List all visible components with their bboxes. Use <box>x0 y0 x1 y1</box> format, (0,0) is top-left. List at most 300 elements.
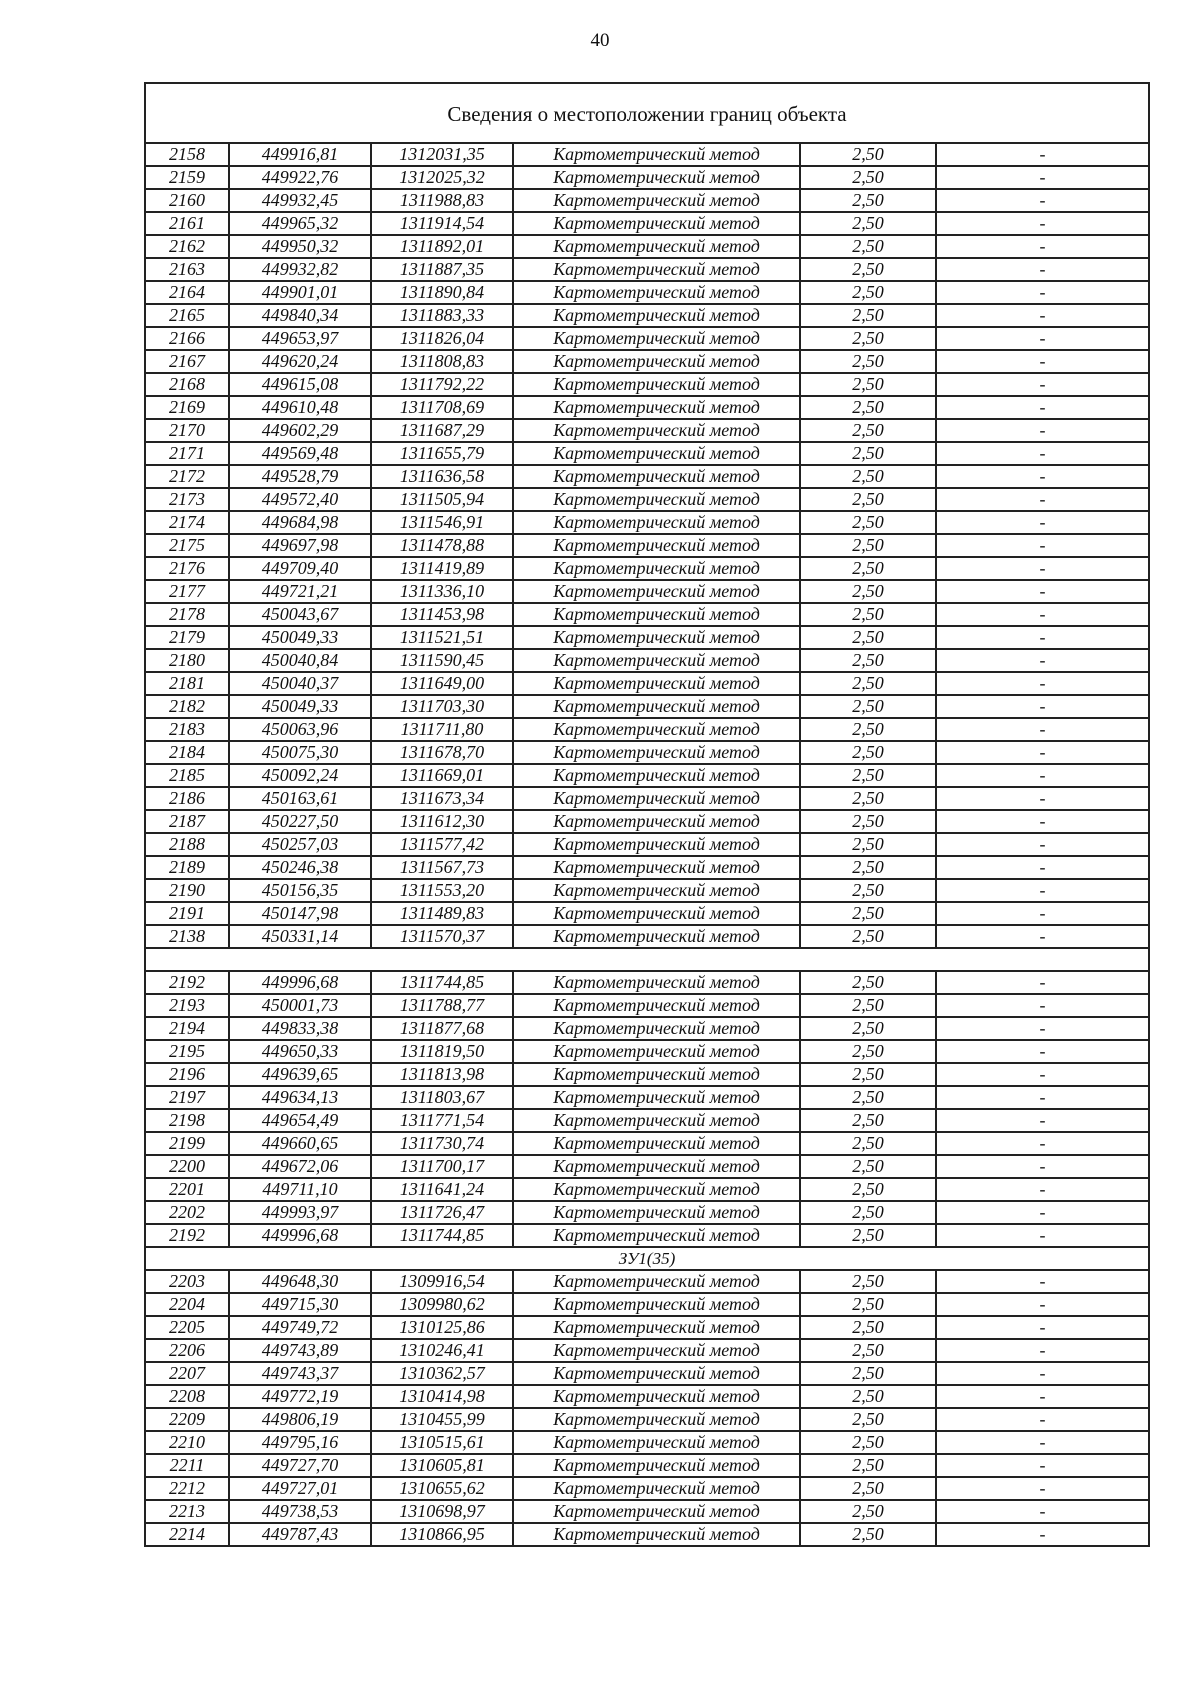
accuracy-cell: 2,50 <box>800 350 936 373</box>
table-row <box>145 1293 1149 1316</box>
method-cell: Картометрический метод <box>513 580 800 603</box>
method-cell: Картометрический метод <box>513 1040 800 1063</box>
description-cell: - <box>936 1362 1149 1385</box>
accuracy-cell: 2,50 <box>800 511 936 534</box>
point-number-cell: 2181 <box>145 672 229 695</box>
description-cell: - <box>936 994 1149 1017</box>
y-coordinate-cell: 1311636,58 <box>371 465 513 488</box>
x-coordinate-cell: 449840,34 <box>229 304 371 327</box>
x-coordinate-cell: 449996,68 <box>229 971 371 994</box>
y-coordinate-cell: 1311546,91 <box>371 511 513 534</box>
description-cell: - <box>936 1408 1149 1431</box>
point-number-cell: 2167 <box>145 350 229 373</box>
y-coordinate-cell: 1311590,45 <box>371 649 513 672</box>
method-cell: Картометрический метод <box>513 879 800 902</box>
accuracy-cell: 2,50 <box>800 810 936 833</box>
x-coordinate-cell: 449634,13 <box>229 1086 371 1109</box>
table-row <box>145 350 1149 373</box>
x-coordinate-cell: 449932,82 <box>229 258 371 281</box>
description-cell: - <box>936 327 1149 350</box>
table-row <box>145 1155 1149 1178</box>
description-cell: - <box>936 672 1149 695</box>
point-number-cell: 2188 <box>145 833 229 856</box>
method-cell: Картометрический метод <box>513 1385 800 1408</box>
description-cell: - <box>936 1017 1149 1040</box>
point-number-cell: 2208 <box>145 1385 229 1408</box>
accuracy-cell: 2,50 <box>800 373 936 396</box>
y-coordinate-cell: 1310414,98 <box>371 1385 513 1408</box>
description-cell: - <box>936 1109 1149 1132</box>
accuracy-cell: 2,50 <box>800 902 936 925</box>
description-cell: - <box>936 925 1149 948</box>
method-cell: Картометрический метод <box>513 1155 800 1178</box>
x-coordinate-cell: 449697,98 <box>229 534 371 557</box>
method-cell: Картометрический метод <box>513 718 800 741</box>
description-cell: - <box>936 718 1149 741</box>
table-row <box>145 511 1149 534</box>
accuracy-cell: 2,50 <box>800 235 936 258</box>
accuracy-cell: 2,50 <box>800 994 936 1017</box>
method-cell: Картометрический метод <box>513 1408 800 1431</box>
accuracy-cell: 2,50 <box>800 1017 936 1040</box>
method-cell: Картометрический метод <box>513 189 800 212</box>
point-number-cell: 2189 <box>145 856 229 879</box>
section-label: ЗУ1(35) <box>145 1247 1149 1270</box>
accuracy-cell: 2,50 <box>800 1109 936 1132</box>
x-coordinate-cell: 449672,06 <box>229 1155 371 1178</box>
x-coordinate-cell: 449743,89 <box>229 1339 371 1362</box>
accuracy-cell: 2,50 <box>800 856 936 879</box>
y-coordinate-cell: 1310125,86 <box>371 1316 513 1339</box>
table-row <box>145 1086 1149 1109</box>
method-cell: Картометрический метод <box>513 1270 800 1293</box>
method-cell: Картометрический метод <box>513 557 800 580</box>
point-number-cell: 2173 <box>145 488 229 511</box>
x-coordinate-cell: 449950,32 <box>229 235 371 258</box>
table-title-row <box>145 83 1149 143</box>
accuracy-cell: 2,50 <box>800 1132 936 1155</box>
y-coordinate-cell: 1311730,74 <box>371 1132 513 1155</box>
table-row <box>145 1408 1149 1431</box>
y-coordinate-cell: 1311803,67 <box>371 1086 513 1109</box>
point-number-cell: 2164 <box>145 281 229 304</box>
description-cell: - <box>936 488 1149 511</box>
method-cell: Картометрический метод <box>513 856 800 879</box>
point-number-cell: 2159 <box>145 166 229 189</box>
y-coordinate-cell: 1311890,84 <box>371 281 513 304</box>
point-number-cell: 2203 <box>145 1270 229 1293</box>
accuracy-cell: 2,50 <box>800 465 936 488</box>
point-number-cell: 2204 <box>145 1293 229 1316</box>
point-number-cell: 2175 <box>145 534 229 557</box>
point-number-cell: 2211 <box>145 1454 229 1477</box>
method-cell: Картометрический метод <box>513 764 800 787</box>
accuracy-cell: 2,50 <box>800 925 936 948</box>
method-cell: Картометрический метод <box>513 1132 800 1155</box>
description-cell: - <box>936 649 1149 672</box>
x-coordinate-cell: 449806,19 <box>229 1408 371 1431</box>
method-cell: Картометрический метод <box>513 1454 800 1477</box>
description-cell: - <box>936 281 1149 304</box>
description-cell: - <box>936 741 1149 764</box>
description-cell: - <box>936 603 1149 626</box>
y-coordinate-cell: 1311744,85 <box>371 971 513 994</box>
method-cell: Картометрический метод <box>513 1523 800 1546</box>
x-coordinate-cell: 450246,38 <box>229 856 371 879</box>
description-cell: - <box>936 373 1149 396</box>
accuracy-cell: 2,50 <box>800 1385 936 1408</box>
point-number-cell: 2190 <box>145 879 229 902</box>
table-row <box>145 1316 1149 1339</box>
table-row <box>145 787 1149 810</box>
y-coordinate-cell: 1310515,61 <box>371 1431 513 1454</box>
x-coordinate-cell: 449528,79 <box>229 465 371 488</box>
description-cell: - <box>936 350 1149 373</box>
point-number-cell: 2180 <box>145 649 229 672</box>
table-row <box>145 488 1149 511</box>
accuracy-cell: 2,50 <box>800 1040 936 1063</box>
point-number-cell: 2209 <box>145 1408 229 1431</box>
description-cell: - <box>936 304 1149 327</box>
y-coordinate-cell: 1311649,00 <box>371 672 513 695</box>
x-coordinate-cell: 450227,50 <box>229 810 371 833</box>
x-coordinate-cell: 449572,40 <box>229 488 371 511</box>
y-coordinate-cell: 1311771,54 <box>371 1109 513 1132</box>
x-coordinate-cell: 450147,98 <box>229 902 371 925</box>
y-coordinate-cell: 1311687,29 <box>371 419 513 442</box>
point-number-cell: 2202 <box>145 1201 229 1224</box>
method-cell: Картометрический метод <box>513 971 800 994</box>
accuracy-cell: 2,50 <box>800 741 936 764</box>
x-coordinate-cell: 449711,10 <box>229 1178 371 1201</box>
point-number-cell: 2172 <box>145 465 229 488</box>
x-coordinate-cell: 449795,16 <box>229 1431 371 1454</box>
table-row <box>145 971 1149 994</box>
accuracy-cell: 2,50 <box>800 626 936 649</box>
point-number-cell: 2186 <box>145 787 229 810</box>
description-cell: - <box>936 1040 1149 1063</box>
description-cell: - <box>936 1270 1149 1293</box>
accuracy-cell: 2,50 <box>800 649 936 672</box>
method-cell: Картометрический метод <box>513 994 800 1017</box>
table-row <box>145 1063 1149 1086</box>
y-coordinate-cell: 1310246,41 <box>371 1339 513 1362</box>
method-cell: Картометрический метод <box>513 902 800 925</box>
table-title: Сведения о местоположении границ объекта <box>145 83 1149 143</box>
method-cell: Картометрический метод <box>513 741 800 764</box>
accuracy-cell: 2,50 <box>800 442 936 465</box>
description-cell: - <box>936 1201 1149 1224</box>
table-row <box>145 373 1149 396</box>
x-coordinate-cell: 450001,73 <box>229 994 371 1017</box>
accuracy-cell: 2,50 <box>800 603 936 626</box>
blank-separator-cell <box>145 948 1149 971</box>
description-cell: - <box>936 1178 1149 1201</box>
table-row <box>145 1109 1149 1132</box>
point-number-cell: 2161 <box>145 212 229 235</box>
y-coordinate-cell: 1311914,54 <box>371 212 513 235</box>
table-row <box>145 281 1149 304</box>
method-cell: Картометрический метод <box>513 143 800 166</box>
table-row <box>145 1040 1149 1063</box>
description-cell: - <box>936 143 1149 166</box>
description-cell: - <box>936 1224 1149 1247</box>
accuracy-cell: 2,50 <box>800 1477 936 1500</box>
point-number-cell: 2193 <box>145 994 229 1017</box>
accuracy-cell: 2,50 <box>800 1339 936 1362</box>
table-row <box>145 166 1149 189</box>
table-row <box>145 1500 1149 1523</box>
point-number-cell: 2192 <box>145 971 229 994</box>
accuracy-cell: 2,50 <box>800 1500 936 1523</box>
y-coordinate-cell: 1310655,62 <box>371 1477 513 1500</box>
y-coordinate-cell: 1311453,98 <box>371 603 513 626</box>
y-coordinate-cell: 1311612,30 <box>371 810 513 833</box>
accuracy-cell: 2,50 <box>800 419 936 442</box>
x-coordinate-cell: 449654,49 <box>229 1109 371 1132</box>
point-number-cell: 2200 <box>145 1155 229 1178</box>
table-row <box>145 1339 1149 1362</box>
description-cell: - <box>936 902 1149 925</box>
method-cell: Картометрический метод <box>513 1339 800 1362</box>
table-row <box>145 143 1149 166</box>
x-coordinate-cell: 450156,35 <box>229 879 371 902</box>
x-coordinate-cell: 449965,32 <box>229 212 371 235</box>
y-coordinate-cell: 1312031,35 <box>371 143 513 166</box>
x-coordinate-cell: 449993,97 <box>229 1201 371 1224</box>
table-row <box>145 672 1149 695</box>
accuracy-cell: 2,50 <box>800 971 936 994</box>
point-number-cell: 2178 <box>145 603 229 626</box>
description-cell: - <box>936 166 1149 189</box>
accuracy-cell: 2,50 <box>800 1155 936 1178</box>
x-coordinate-cell: 449738,53 <box>229 1500 371 1523</box>
point-number-cell: 2169 <box>145 396 229 419</box>
description-cell: - <box>936 1431 1149 1454</box>
x-coordinate-cell: 449620,24 <box>229 350 371 373</box>
accuracy-cell: 2,50 <box>800 1454 936 1477</box>
blank-separator-row <box>145 948 1149 971</box>
method-cell: Картометрический метод <box>513 258 800 281</box>
table-row <box>145 1523 1149 1546</box>
accuracy-cell: 2,50 <box>800 143 936 166</box>
table-row <box>145 1224 1149 1247</box>
description-cell: - <box>936 1454 1149 1477</box>
y-coordinate-cell: 1310362,57 <box>371 1362 513 1385</box>
x-coordinate-cell: 449916,81 <box>229 143 371 166</box>
method-cell: Картометрический метод <box>513 833 800 856</box>
x-coordinate-cell: 450043,67 <box>229 603 371 626</box>
point-number-cell: 2207 <box>145 1362 229 1385</box>
point-number-cell: 2182 <box>145 695 229 718</box>
accuracy-cell: 2,50 <box>800 212 936 235</box>
description-cell: - <box>936 810 1149 833</box>
x-coordinate-cell: 450075,30 <box>229 741 371 764</box>
y-coordinate-cell: 1311883,33 <box>371 304 513 327</box>
accuracy-cell: 2,50 <box>800 672 936 695</box>
x-coordinate-cell: 450163,61 <box>229 787 371 810</box>
accuracy-cell: 2,50 <box>800 764 936 787</box>
point-number-cell: 2183 <box>145 718 229 741</box>
description-cell: - <box>936 235 1149 258</box>
page-number: 40 <box>590 30 610 51</box>
method-cell: Картометрический метод <box>513 212 800 235</box>
y-coordinate-cell: 1311703,30 <box>371 695 513 718</box>
method-cell: Картометрический метод <box>513 1431 800 1454</box>
x-coordinate-cell: 449727,01 <box>229 1477 371 1500</box>
accuracy-cell: 2,50 <box>800 1086 936 1109</box>
y-coordinate-cell: 1311669,01 <box>371 764 513 787</box>
y-coordinate-cell: 1311678,70 <box>371 741 513 764</box>
method-cell: Картометрический метод <box>513 787 800 810</box>
method-cell: Картометрический метод <box>513 235 800 258</box>
y-coordinate-cell: 1311708,69 <box>371 396 513 419</box>
x-coordinate-cell: 449901,01 <box>229 281 371 304</box>
table-row <box>145 235 1149 258</box>
table-row <box>145 902 1149 925</box>
y-coordinate-cell: 1310455,99 <box>371 1408 513 1431</box>
table-row <box>145 465 1149 488</box>
y-coordinate-cell: 1311826,04 <box>371 327 513 350</box>
y-coordinate-cell: 1311887,35 <box>371 258 513 281</box>
table-row <box>145 534 1149 557</box>
x-coordinate-cell: 450063,96 <box>229 718 371 741</box>
y-coordinate-cell: 1310698,97 <box>371 1500 513 1523</box>
accuracy-cell: 2,50 <box>800 787 936 810</box>
method-cell: Картометрический метод <box>513 1086 800 1109</box>
table-row <box>145 1270 1149 1293</box>
x-coordinate-cell: 450092,24 <box>229 764 371 787</box>
method-cell: Картометрический метод <box>513 1316 800 1339</box>
description-cell: - <box>936 1132 1149 1155</box>
description-cell: - <box>936 1339 1149 1362</box>
y-coordinate-cell: 1310605,81 <box>371 1454 513 1477</box>
x-coordinate-cell: 449715,30 <box>229 1293 371 1316</box>
point-number-cell: 2174 <box>145 511 229 534</box>
description-cell: - <box>936 879 1149 902</box>
accuracy-cell: 2,50 <box>800 327 936 350</box>
table-row <box>145 258 1149 281</box>
table-row <box>145 856 1149 879</box>
description-cell: - <box>936 189 1149 212</box>
table-row <box>145 925 1149 948</box>
y-coordinate-cell: 1312025,32 <box>371 166 513 189</box>
point-number-cell: 2185 <box>145 764 229 787</box>
x-coordinate-cell: 449653,97 <box>229 327 371 350</box>
point-number-cell: 2184 <box>145 741 229 764</box>
description-cell: - <box>936 580 1149 603</box>
method-cell: Картометрический метод <box>513 488 800 511</box>
point-number-cell: 2198 <box>145 1109 229 1132</box>
table-row <box>145 557 1149 580</box>
x-coordinate-cell: 449569,48 <box>229 442 371 465</box>
accuracy-cell: 2,50 <box>800 304 936 327</box>
accuracy-cell: 2,50 <box>800 1431 936 1454</box>
x-coordinate-cell: 449648,30 <box>229 1270 371 1293</box>
y-coordinate-cell: 1311570,37 <box>371 925 513 948</box>
y-coordinate-cell: 1309980,62 <box>371 1293 513 1316</box>
y-coordinate-cell: 1311577,42 <box>371 833 513 856</box>
accuracy-cell: 2,50 <box>800 166 936 189</box>
table-row <box>145 718 1149 741</box>
description-cell: - <box>936 1477 1149 1500</box>
boundary-coordinates-table <box>144 82 1150 1547</box>
table-row <box>145 810 1149 833</box>
description-cell: - <box>936 258 1149 281</box>
point-number-cell: 2206 <box>145 1339 229 1362</box>
description-cell: - <box>936 442 1149 465</box>
description-cell: - <box>936 465 1149 488</box>
method-cell: Картометрический метод <box>513 1224 800 1247</box>
table-row <box>145 879 1149 902</box>
accuracy-cell: 2,50 <box>800 580 936 603</box>
y-coordinate-cell: 1311700,17 <box>371 1155 513 1178</box>
method-cell: Картометрический метод <box>513 1109 800 1132</box>
method-cell: Картометрический метод <box>513 327 800 350</box>
accuracy-cell: 2,50 <box>800 396 936 419</box>
accuracy-cell: 2,50 <box>800 258 936 281</box>
description-cell: - <box>936 856 1149 879</box>
x-coordinate-cell: 449772,19 <box>229 1385 371 1408</box>
x-coordinate-cell: 449743,37 <box>229 1362 371 1385</box>
point-number-cell: 2210 <box>145 1431 229 1454</box>
y-coordinate-cell: 1311655,79 <box>371 442 513 465</box>
x-coordinate-cell: 449749,72 <box>229 1316 371 1339</box>
method-cell: Картометрический метод <box>513 1500 800 1523</box>
method-cell: Картометрический метод <box>513 166 800 189</box>
accuracy-cell: 2,50 <box>800 1408 936 1431</box>
method-cell: Картометрический метод <box>513 442 800 465</box>
y-coordinate-cell: 1311419,89 <box>371 557 513 580</box>
x-coordinate-cell: 449610,48 <box>229 396 371 419</box>
point-number-cell: 2176 <box>145 557 229 580</box>
y-coordinate-cell: 1311567,73 <box>371 856 513 879</box>
accuracy-cell: 2,50 <box>800 557 936 580</box>
method-cell: Картометрический метод <box>513 304 800 327</box>
accuracy-cell: 2,50 <box>800 534 936 557</box>
description-cell: - <box>936 1293 1149 1316</box>
point-number-cell: 2158 <box>145 143 229 166</box>
point-number-cell: 2201 <box>145 1178 229 1201</box>
description-cell: - <box>936 534 1149 557</box>
y-coordinate-cell: 1311808,83 <box>371 350 513 373</box>
method-cell: Картометрический метод <box>513 1362 800 1385</box>
point-number-cell: 2171 <box>145 442 229 465</box>
table-row <box>145 603 1149 626</box>
description-cell: - <box>936 764 1149 787</box>
x-coordinate-cell: 450049,33 <box>229 626 371 649</box>
y-coordinate-cell: 1311877,68 <box>371 1017 513 1040</box>
description-cell: - <box>936 419 1149 442</box>
method-cell: Картометрический метод <box>513 1477 800 1500</box>
x-coordinate-cell: 449833,38 <box>229 1017 371 1040</box>
table-row <box>145 994 1149 1017</box>
y-coordinate-cell: 1311478,88 <box>371 534 513 557</box>
x-coordinate-cell: 450040,84 <box>229 649 371 672</box>
table-row <box>145 626 1149 649</box>
x-coordinate-cell: 450331,14 <box>229 925 371 948</box>
description-cell: - <box>936 1385 1149 1408</box>
method-cell: Картометрический метод <box>513 672 800 695</box>
y-coordinate-cell: 1311788,77 <box>371 994 513 1017</box>
section-header-row <box>145 1247 1149 1270</box>
x-coordinate-cell: 450040,37 <box>229 672 371 695</box>
method-cell: Картометрический метод <box>513 281 800 304</box>
method-cell: Картометрический метод <box>513 810 800 833</box>
x-coordinate-cell: 449922,76 <box>229 166 371 189</box>
accuracy-cell: 2,50 <box>800 1270 936 1293</box>
accuracy-cell: 2,50 <box>800 1063 936 1086</box>
